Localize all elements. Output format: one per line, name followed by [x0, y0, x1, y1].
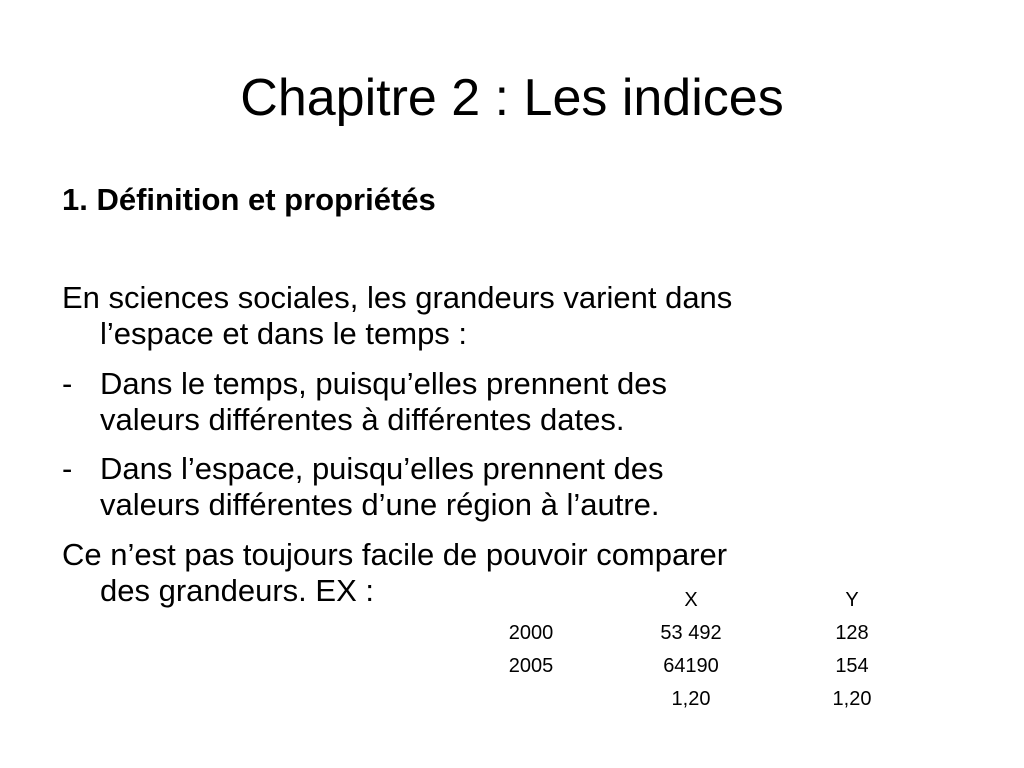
bullet-marker: - [62, 366, 73, 401]
table-header-cell: Y [845, 589, 859, 611]
bullet-line-1: Dans l’espace, puisqu’elles prennent des [100, 451, 664, 486]
table-cell: 1,20 [671, 688, 711, 710]
bullet-item-space [62, 451, 962, 523]
intro-line-1: En sciences sociales, les grandeurs varient dans [62, 280, 733, 315]
bullet-line-2: valeurs différentes à différentes dates. [100, 402, 625, 437]
bullet-line-1: Dans le temps, puisqu’elles prennent des [100, 366, 667, 401]
table-cell: 154 [835, 655, 869, 677]
table-header-cell: X [684, 589, 698, 611]
table-row [486, 683, 898, 716]
slide-title: Chapitre 2 : Les indices [240, 69, 784, 127]
table-row [486, 650, 898, 683]
bullet-line-2: valeurs différentes d’une région à l’autre. [100, 487, 660, 522]
intro-line-2: l’espace et dans le temps : [100, 316, 468, 351]
example-table [486, 584, 898, 716]
bullet-marker: - [62, 451, 73, 486]
intro-paragraph [62, 280, 962, 352]
bullet-item-time [62, 366, 962, 438]
table-header-row [486, 584, 898, 617]
section-heading: 1. Définition et propriétés [62, 182, 436, 217]
table-cell: 2005 [508, 655, 554, 677]
table-header-cell [486, 584, 576, 617]
table-cell: 64190 [663, 655, 719, 677]
table-cell: 2000 [508, 622, 554, 644]
table-cell: 53 492 [660, 622, 722, 644]
table-row [486, 617, 898, 650]
conclusion-line-1: Ce n’est pas toujours facile de pouvoir comparer [62, 537, 728, 572]
conclusion-line-2: des grandeurs. EX : [100, 573, 374, 608]
table-cell [486, 683, 576, 716]
table-cell: 128 [835, 622, 869, 644]
table-cell: 1,20 [832, 688, 872, 710]
